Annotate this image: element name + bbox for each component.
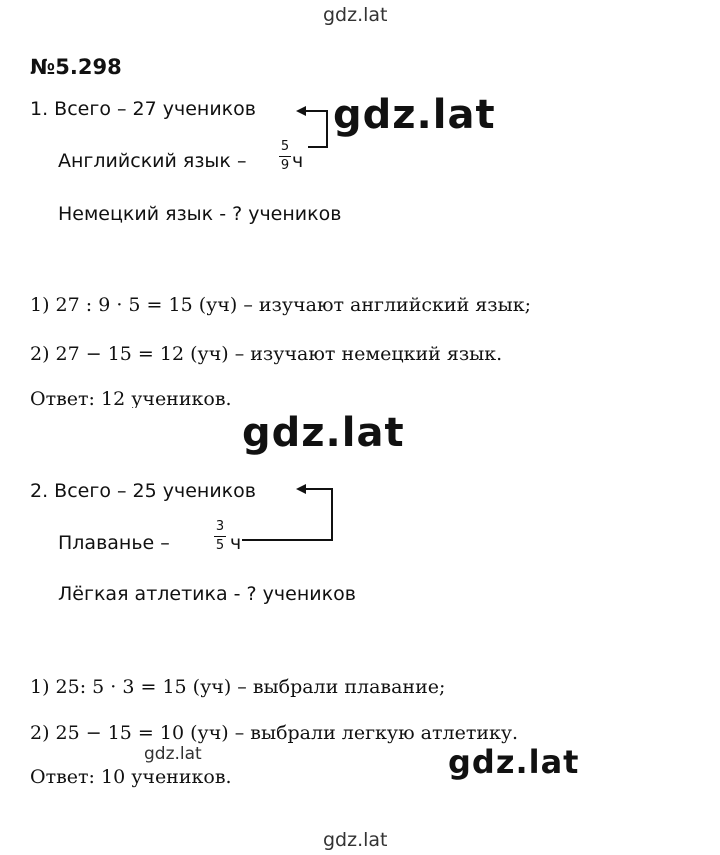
problem-number: №5.298 <box>30 55 122 79</box>
task1-fraction-denominator: 9 <box>280 158 290 173</box>
task1-german-label: Немецкий язык - ? учеников <box>58 203 342 225</box>
task1-arrow-vertical <box>326 110 328 148</box>
task1-arrow-bottom <box>308 146 328 148</box>
task1-answer: Ответ: 12 учеников. <box>30 388 232 408</box>
watermark-bottom: gdz.lat <box>323 829 388 851</box>
watermark-large-3: gdz.lat <box>448 743 580 781</box>
task2-fraction-numerator: 3 <box>215 519 225 534</box>
task2-fraction <box>214 520 226 553</box>
task1-step-1: 1) 27 : 9 · 5 = 15 (уч) – изучают английский язык; <box>30 294 532 316</box>
watermark-top: gdz.lat <box>323 4 388 26</box>
task2-fraction-denominator: 5 <box>215 538 225 553</box>
task2-swimming-label: Плаванье – <box>58 532 170 554</box>
task2-step-2: 2) 25 − 15 = 10 (уч) – выбрали легкую атлетику. <box>30 722 519 744</box>
task2-step-1: 1) 25: 5 · 3 = 15 (уч) – выбрали плавание; <box>30 676 446 698</box>
task2-arrow-shaft <box>305 488 333 490</box>
task2-swimming-unit: ч <box>230 532 242 554</box>
task2-fraction-bar <box>214 536 226 537</box>
task1-fraction-bar <box>279 156 291 157</box>
watermark-large-1: gdz.lat <box>333 92 496 138</box>
task1-total: 1. Всего – 27 учеников <box>30 98 256 120</box>
task1-english-label: Английский язык – <box>58 150 247 172</box>
task2-answer: Ответ: 10 учеников. <box>30 766 232 788</box>
watermark-small-mid: gdz.lat <box>144 744 202 764</box>
task1-english-unit: ч <box>292 150 304 172</box>
task1-step-2: 2) 27 − 15 = 12 (уч) – изучают немецкий язык. <box>30 343 503 365</box>
task1-fraction-numerator: 5 <box>280 139 290 154</box>
task1-arrow-shaft <box>305 110 327 112</box>
task2-arrow-vertical <box>331 488 333 540</box>
task2-arrow-bottom <box>242 539 333 541</box>
task1-fraction <box>279 140 291 173</box>
task2-athletics-label: Лёгкая атлетика - ? учеников <box>58 583 356 605</box>
watermark-large-2: gdz.lat <box>242 410 405 456</box>
task2-total: 2. Всего – 25 учеников <box>30 480 256 502</box>
